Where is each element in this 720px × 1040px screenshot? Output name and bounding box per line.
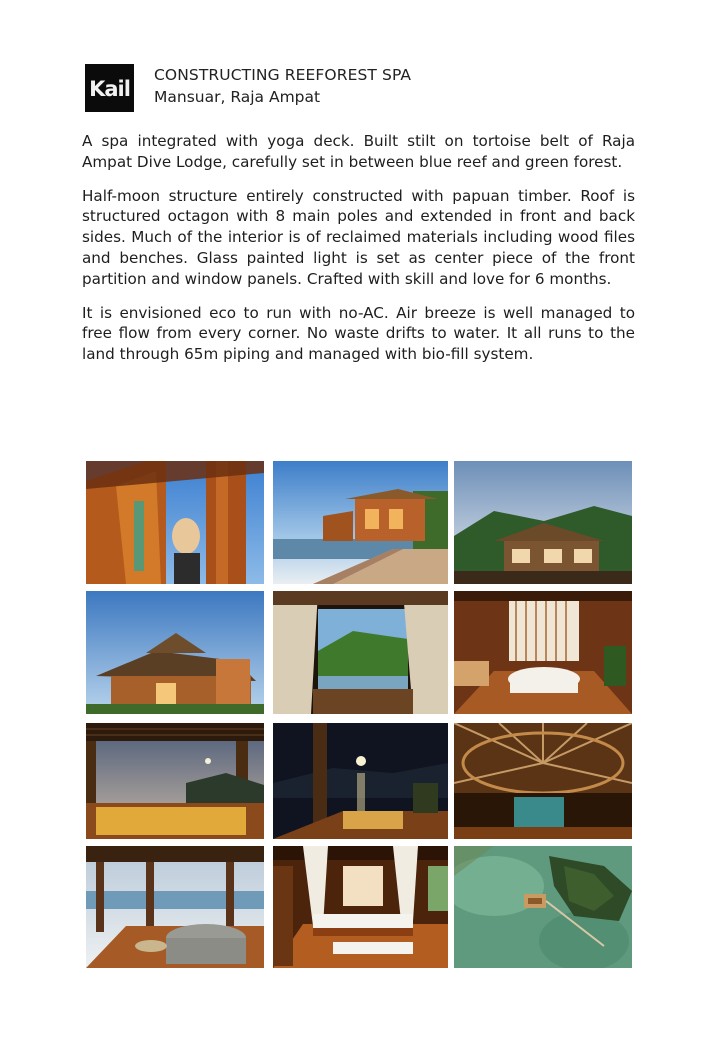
- yoga-deck-daybed-photo: [86, 723, 264, 839]
- massage-beds-photo: [273, 846, 448, 968]
- lounge-terrace-photo: [86, 846, 264, 968]
- page-title: CONSTRUCTING REEFOREST SPA: [154, 66, 412, 84]
- octagon-roof-ceiling-photo: [454, 723, 632, 839]
- spa-thatched-roof-photo: [86, 591, 264, 714]
- moonlit-deck-photo: [273, 723, 448, 839]
- page-header: [154, 64, 411, 108]
- logo-wordmark: Kail: [89, 77, 130, 101]
- location-subtitle: Mansuar, Raja Ampat: [154, 88, 321, 106]
- bathtub-interior-photo: [454, 591, 632, 714]
- spa-forest-view-photo: [454, 461, 632, 584]
- paragraph-intro: A spa integrated with yoga deck. Built stilt on tortoise belt of Raja Ampat Dive Lodge, carefully set in between blue reef and green forest.: [82, 132, 635, 171]
- spa-on-stilts-photo: [273, 461, 448, 584]
- aerial-reef-photo: [454, 846, 632, 968]
- carved-door-photo: [86, 461, 264, 584]
- kail-logo-icon: [85, 64, 134, 112]
- photo-gallery: [86, 461, 632, 968]
- description: [82, 131, 635, 378]
- paragraph-eco: It is envisioned eco to run with no-AC. Air breeze is well managed to free flow from every corner. No waste drifts to water. It all runs to the land through 65m piping and managed with bio-fill system.: [82, 303, 635, 364]
- curtained-window-view-photo: [273, 591, 448, 714]
- paragraph-structure: Half-moon structure entirely constructed with papuan timber. Roof is structured octagon with 8 main poles and extended in front and back sides. Much of the interior is of reclaimed materials including wood files and benches. Glass painted light is set as center piece of the front partition and window panels. Crafted with skill and love for 6 months.: [82, 186, 635, 288]
